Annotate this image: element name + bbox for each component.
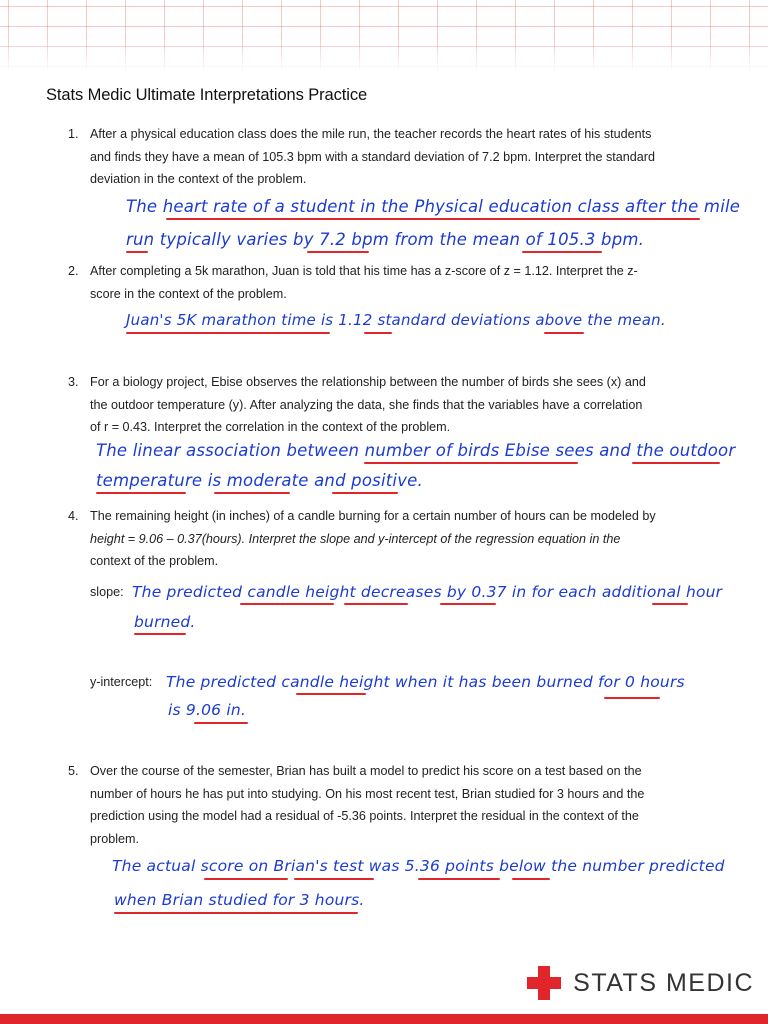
- brand-name: STATS MEDIC: [573, 968, 754, 997]
- question-text: [90, 505, 730, 573]
- question-text: [90, 260, 730, 305]
- answer-underline: [294, 878, 374, 880]
- question-number: 3.: [68, 375, 79, 389]
- answer-underline: [652, 603, 688, 605]
- question-line: context of the problem.: [90, 554, 219, 568]
- question-line: The remaining height (in inches) of a candle burning for a certain number of hours can be modeled by: [90, 509, 656, 523]
- question-line: of r = 0.43. Interpret the correlation in the context of the problem.: [90, 420, 451, 434]
- answer-5-line-1: The actual score on Brian's test was 5.36 points below the number predicted: [112, 857, 725, 875]
- question-number: 5.: [68, 764, 79, 778]
- answer-1-line-1: The heart rate of a student in the Physical education class after the mile: [126, 197, 741, 216]
- question-text: [90, 371, 730, 439]
- question-number: 4.: [68, 509, 79, 523]
- answer-3-line-2: temperature is moderate and positive.: [96, 471, 423, 490]
- answer-underline: [204, 878, 288, 880]
- answer-underline: [126, 332, 330, 334]
- answer-underline: [364, 462, 578, 464]
- answer-underline: [604, 697, 660, 699]
- answer-underline: [632, 462, 720, 464]
- answer-underline: [544, 332, 584, 334]
- answer-1-line-2: run typically varies by 7.2 bpm from the mean of 105.3 bpm.: [126, 230, 645, 249]
- answer-underline: [440, 603, 496, 605]
- answer-underline: [194, 722, 248, 724]
- header-grid-fade: [0, 0, 768, 72]
- answer-underline: [296, 693, 366, 695]
- question-line: Over the course of the semester, Brian has built a model to predict his score on a test based on the: [90, 764, 642, 778]
- red-cross-icon: [527, 966, 561, 1000]
- slope-answer-line-1: The predicted candle height decreases by 0.37 in for each additional hour: [132, 583, 723, 601]
- answer-underline: [332, 492, 398, 494]
- question-text: [90, 760, 730, 850]
- answer-underline: [344, 603, 408, 605]
- question-line: the outdoor temperature (y). After analyzing the data, she finds that the variables have a correlation: [90, 397, 643, 412]
- question-number: 2.: [68, 264, 79, 278]
- question-line: problem.: [90, 831, 139, 846]
- intercept-answer-line-1: The predicted candle height when it has been burned for 0 hours: [166, 673, 685, 691]
- question-text: [90, 123, 730, 191]
- answer-3-line-1: The linear association between number of birds Ebise sees and the outdoor: [96, 441, 736, 460]
- slope-label: slope:: [90, 585, 124, 599]
- slope-answer-line-2: burned.: [134, 613, 196, 631]
- question-line: After completing a 5k marathon, Juan is told that his time has a z-score of z = 1.12. Interpret the z-: [90, 264, 638, 278]
- stats-medic-logo: [527, 966, 754, 1000]
- answer-underline: [114, 912, 358, 914]
- answer-underline: [134, 633, 186, 635]
- question-line: score in the context of the problem.: [90, 286, 287, 301]
- answer-underline: [166, 218, 700, 220]
- question-line: prediction using the model had a residual of -5.36 points. Interpret the residual in the context of the: [90, 809, 639, 823]
- answer-underline: [240, 603, 334, 605]
- answer-underline: [418, 878, 500, 880]
- answer-underline: [96, 492, 186, 494]
- intercept-label: y-intercept:: [90, 675, 153, 689]
- page-title: Stats Medic Ultimate Interpretations Practice: [46, 86, 368, 104]
- answer-underline: [364, 332, 392, 334]
- question-line: number of hours he has put into studying. On his most recent test, Brian studied for 3 hours and the: [90, 786, 645, 801]
- question-line: For a biology project, Ebise observes the relationship between the number of birds she sees (x) and: [90, 375, 646, 389]
- answer-underline: [126, 251, 148, 253]
- footer-bar: [0, 1014, 768, 1024]
- answer-2-line-1: Juan's 5K marathon time is 1.12 standard deviations above the mean.: [126, 311, 666, 329]
- answer-underline: [522, 251, 602, 253]
- question-line: deviation in the context of the problem.: [90, 172, 307, 186]
- answer-5-line-2: when Brian studied for 3 hours.: [114, 891, 365, 909]
- question-number: 1.: [68, 127, 79, 141]
- question-line: height = 9.06 – 0.37(hours). Interpret the slope and y-intercept of the regression equation in the: [90, 531, 621, 546]
- answer-underline: [512, 878, 550, 880]
- question-line: and finds they have a mean of 105.3 bpm with a standard deviation of 7.2 bpm. Interpret the standard: [90, 149, 655, 164]
- intercept-answer-line-2: is 9.06 in.: [168, 701, 247, 719]
- answer-underline: [214, 492, 290, 494]
- answer-underline: [307, 251, 369, 253]
- question-line: After a physical education class does the mile run, the teacher records the heart rates of his students: [90, 127, 652, 141]
